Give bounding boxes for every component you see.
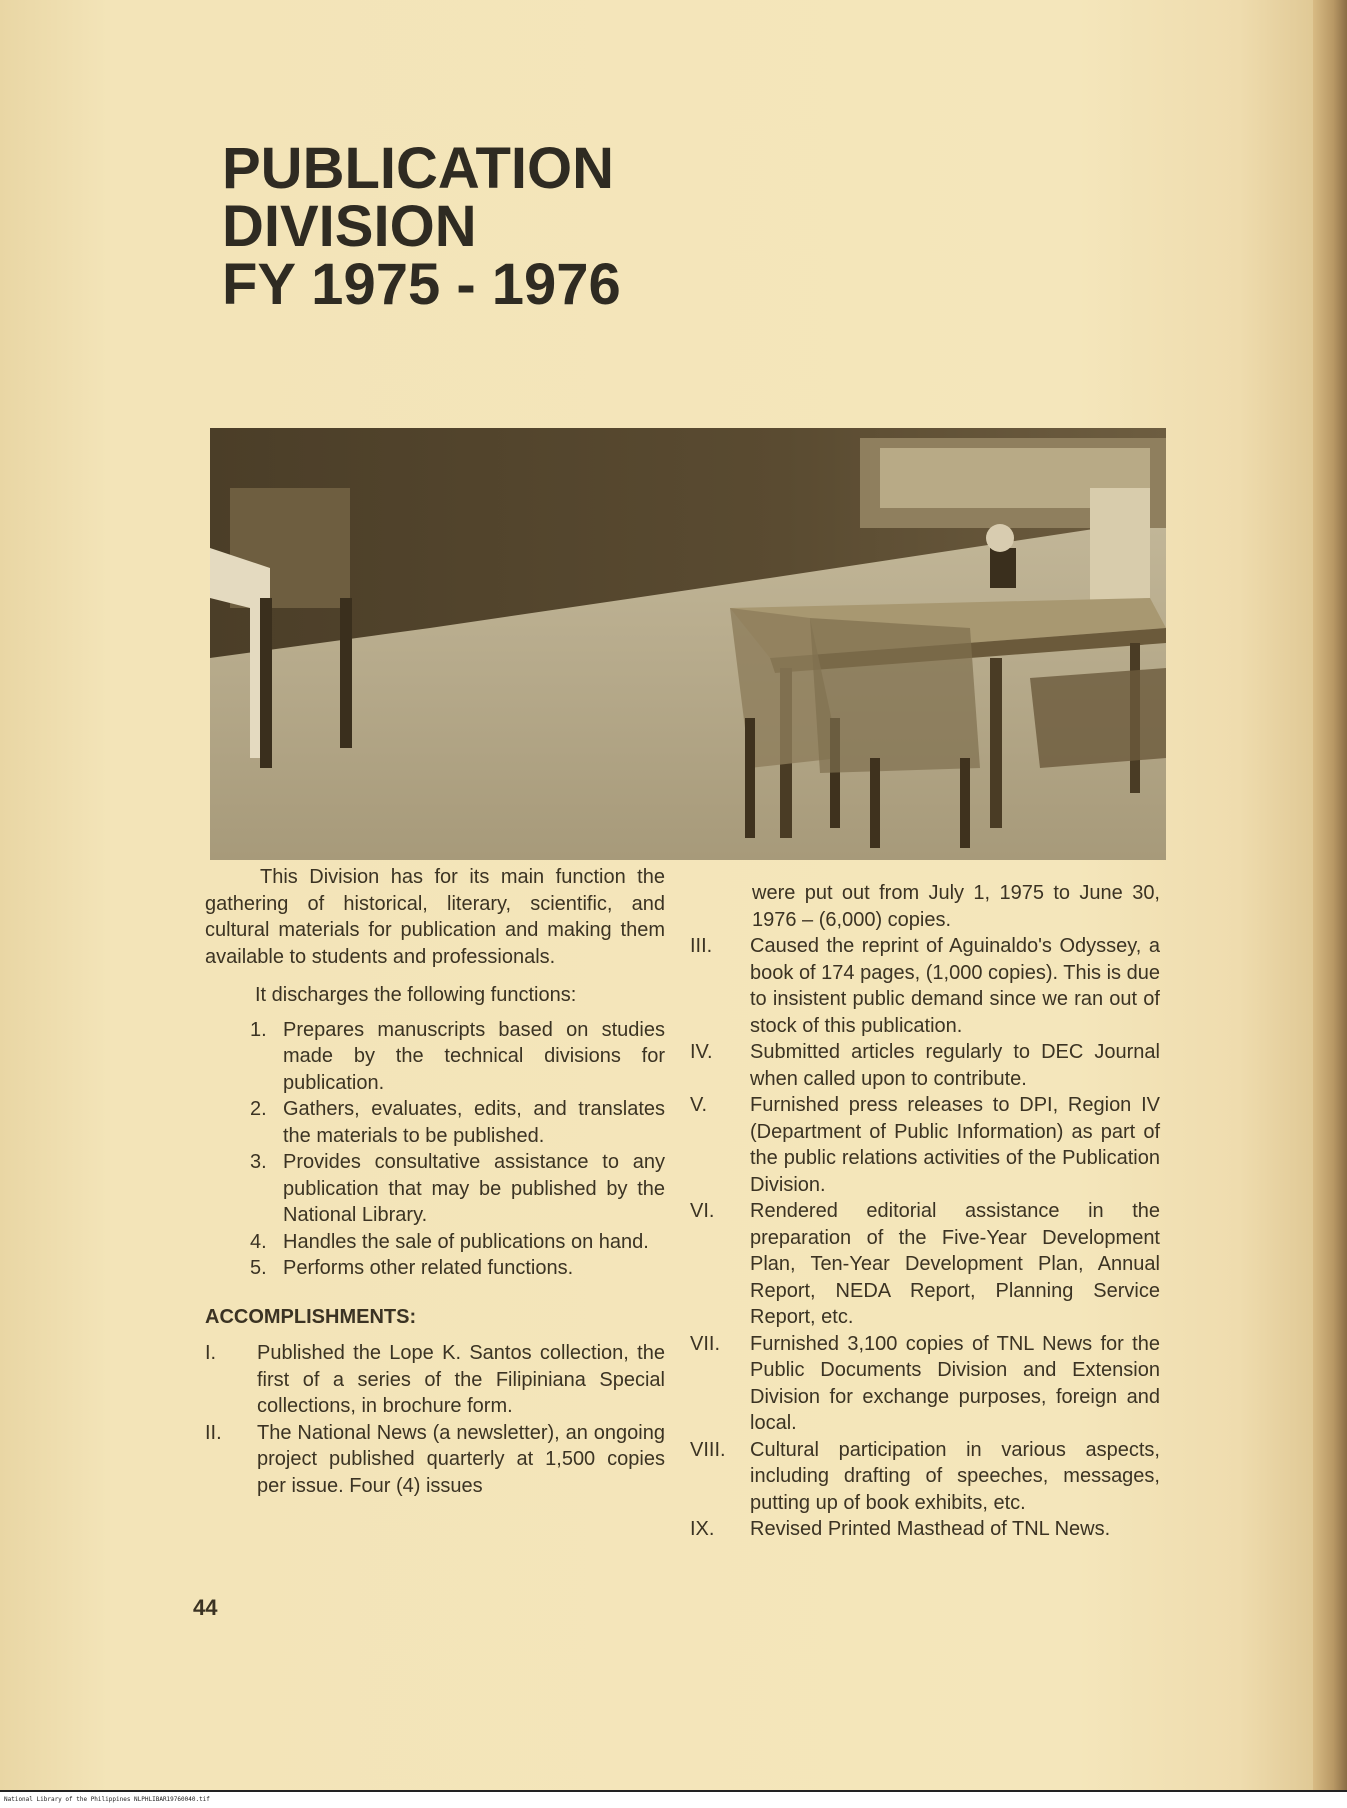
list-item xyxy=(205,1149,665,1229)
accomplishments-list-left xyxy=(205,1340,665,1499)
list-item xyxy=(690,1092,1160,1198)
left-column xyxy=(205,864,665,1499)
item-number: I. xyxy=(205,1342,217,1364)
intro-paragraph: This Division has for its main function the gathering of historical, literary, scientific, and cultural materials for publication and making them available to students and professionals. xyxy=(205,866,665,968)
page-number: 44 xyxy=(193,1595,218,1620)
list-item xyxy=(205,1229,665,1256)
item-text: Furnished press releases to DPI, Region IV (Department of Public Information) as part of the public relations activities of the Publication Division. xyxy=(750,1094,1160,1196)
continued-text: were put out from July 1, 1975 to June 30, 1976 – (6,000) copies. xyxy=(752,882,1160,931)
list-item xyxy=(205,1340,665,1420)
item-text: Published the Lope K. Santos collection, the first of a series of the Filipiniana Special collections, in brochure form. xyxy=(257,1342,665,1417)
item-number: 3. xyxy=(250,1151,267,1173)
item-text: The National News (a newsletter), an ongoing project published quarterly at 1,500 copies per issue. Four (4) issues xyxy=(257,1421,665,1497)
item-number: 4. xyxy=(250,1230,267,1253)
list-item xyxy=(690,1437,1160,1517)
item-text: Handles the sale of publications on hand. xyxy=(283,1230,649,1253)
list-item xyxy=(205,1017,665,1097)
item-number: V. xyxy=(690,1094,708,1116)
page-title xyxy=(222,136,742,317)
title-line-3: FY 1975 - 1976 xyxy=(222,252,621,317)
page-binding-edge xyxy=(1313,0,1347,1808)
scan-footer xyxy=(0,1792,1347,1808)
item-number: 2. xyxy=(250,1098,267,1120)
list-item xyxy=(690,1039,1160,1092)
item-number: IV. xyxy=(690,1041,713,1063)
item-number: III. xyxy=(690,935,713,957)
item-number: VIII. xyxy=(690,1438,726,1461)
accomplishments-list-right xyxy=(690,933,1160,1543)
list-item xyxy=(690,933,1160,1039)
accomplishments-heading: ACCOMPLISHMENTS: xyxy=(205,1305,417,1328)
item-text: Prepares manuscripts based on studies made by the technical divisions for publication. xyxy=(283,1018,665,1094)
item-number: II. xyxy=(205,1421,222,1444)
list-item xyxy=(690,1331,1160,1437)
list-item xyxy=(205,1420,665,1500)
list-item xyxy=(205,1255,665,1282)
title-line-1: PUBLICATION xyxy=(222,136,615,201)
item-text: Submitted articles regularly to DEC Journal when called upon to contribute. xyxy=(750,1041,1160,1090)
right-column xyxy=(690,880,1160,1543)
item-number: 1. xyxy=(250,1018,267,1041)
item-number: VII. xyxy=(690,1332,721,1355)
item-text: Cultural participation in various aspects, including drafting of speeches, messages, putting up of book exhibits, etc. xyxy=(750,1438,1160,1514)
item-number: 5. xyxy=(250,1257,267,1279)
functions-list xyxy=(205,1017,665,1282)
item-text: Gathers, evaluates, edits, and translates the materials to be published. xyxy=(283,1098,665,1147)
item-text: Rendered editorial assistance in the preparation of the Five-Year Development Plan, Ten-Year Development Plan, Annual Report, NEDA Report, Planning Service Report, etc. xyxy=(750,1200,1160,1328)
list-item xyxy=(690,1516,1160,1543)
item-number: VI. xyxy=(690,1200,715,1222)
title-line-2: DIVISION xyxy=(222,194,477,259)
item-text: Provides consultative assistance to any publication that may be published by the National Library. xyxy=(283,1151,665,1226)
item-text: Revised Printed Masthead of TNL News. xyxy=(750,1518,1111,1540)
item-text: Caused the reprint of Aguinaldo's Odyssey, a book of 174 pages, (1,000 copies). This is due to insistent public demand since we ran out of stock of this publication. xyxy=(750,935,1160,1037)
reading-room-photo xyxy=(210,428,1166,860)
list-item xyxy=(205,1096,665,1149)
item-text: Furnished 3,100 copies of TNL News for the Public Documents Division and Extension Division for exchange purposes, foreign and local. xyxy=(750,1332,1160,1434)
functions-lead: It discharges the following functions: xyxy=(255,984,577,1006)
footer-text: National Library of the Philippines NLPHLIBAR19760040.tif xyxy=(4,1796,210,1803)
list-item xyxy=(690,1198,1160,1331)
item-text: Performs other related functions. xyxy=(283,1257,574,1279)
item-number: IX. xyxy=(690,1518,715,1540)
